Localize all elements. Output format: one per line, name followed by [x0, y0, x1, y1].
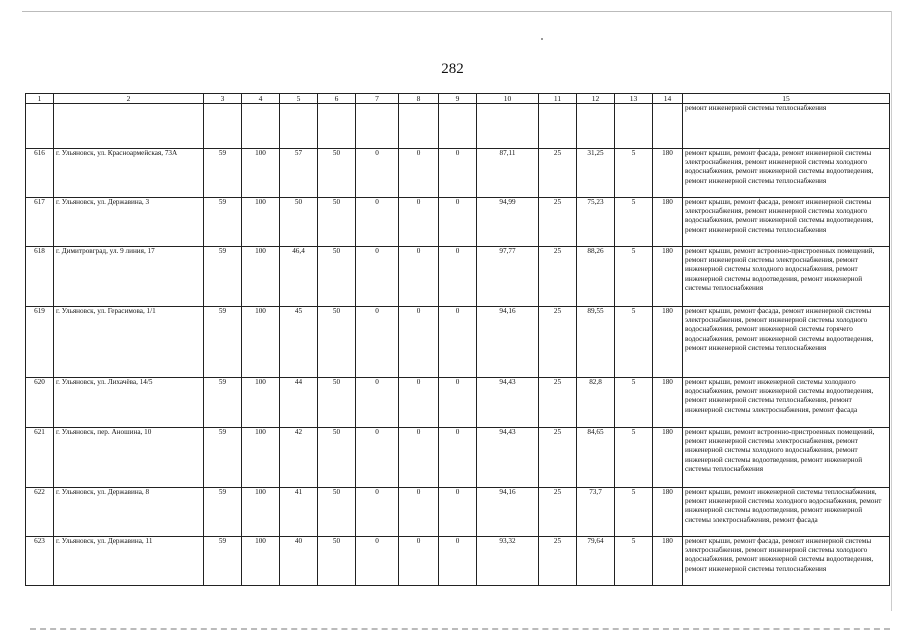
value-cell-c9: 0	[439, 247, 477, 307]
address-cell: г. Ульяновск, ул. Герасимова, 1/1	[54, 307, 204, 378]
value-cell-c13: 5	[615, 537, 653, 586]
value-cell-c7: 0	[356, 488, 399, 537]
value-cell-c8: 0	[399, 307, 439, 378]
value-cell-c4: 100	[242, 428, 280, 488]
value-cell-c6: 50	[318, 428, 356, 488]
continuation-row	[26, 104, 890, 149]
value-cell-c5: 42	[280, 428, 318, 488]
value-cell-c9: 0	[439, 307, 477, 378]
value-cell-c14: 180	[653, 428, 683, 488]
col-header-10: 10	[477, 94, 539, 104]
value-cell-c9: 0	[439, 149, 477, 198]
page-top-edge	[22, 11, 892, 12]
scan-speck	[541, 38, 543, 40]
value-cell-c5: 46,4	[280, 247, 318, 307]
value-cell-c13: 5	[615, 378, 653, 428]
col-header-11: 11	[539, 94, 577, 104]
col-header-4: 4	[242, 94, 280, 104]
value-cell-c12: 82,8	[577, 378, 615, 428]
cell-empty	[439, 104, 477, 149]
cell-empty	[399, 104, 439, 149]
works-cell: ремонт крыши, ремонт фасада, ремонт инженерной системы электроснабжения, ремонт инженерной системы холодного водоснабжения, ремонт инженерной системы водоотведения, ремонт инженерной системы теплоснабжения	[683, 198, 890, 247]
row-number-cell: 616	[26, 149, 54, 198]
value-cell-c10: 94,99	[477, 198, 539, 247]
value-cell-c7: 0	[356, 378, 399, 428]
value-cell-c11: 25	[539, 488, 577, 537]
value-cell-c5: 40	[280, 537, 318, 586]
value-cell-c11: 25	[539, 378, 577, 428]
value-cell-c7: 0	[356, 149, 399, 198]
value-cell-c10: 97,77	[477, 247, 539, 307]
works-cell: ремонт крыши, ремонт фасада, ремонт инженерной системы электроснабжения, ремонт инженерной системы холодного водоснабжения, ремонт инженерной системы водоотведения, ремонт инженерной системы теплоснабжения	[683, 149, 890, 198]
value-cell-c14: 180	[653, 247, 683, 307]
cell-empty	[356, 104, 399, 149]
value-cell-c3: 59	[204, 307, 242, 378]
value-cell-c13: 5	[615, 488, 653, 537]
col-header-3: 3	[204, 94, 242, 104]
value-cell-c4: 100	[242, 307, 280, 378]
value-cell-c6: 50	[318, 488, 356, 537]
value-cell-c11: 25	[539, 198, 577, 247]
value-cell-c10: 94,16	[477, 488, 539, 537]
table-row	[26, 488, 890, 537]
works-cell: ремонт крыши, ремонт инженерной системы холодного водоснабжения, ремонт инженерной системы водоотведения, ремонт инженерной системы теплоснабжения, ремонт инженерной системы электроснабжения, ремонт фасада	[683, 378, 890, 428]
col-header-9: 9	[439, 94, 477, 104]
page-bottom-edge	[30, 628, 890, 630]
value-cell-c14: 180	[653, 198, 683, 247]
value-cell-c8: 0	[399, 537, 439, 586]
value-cell-c10: 94,43	[477, 428, 539, 488]
value-cell-c12: 31,25	[577, 149, 615, 198]
value-cell-c11: 25	[539, 537, 577, 586]
value-cell-c6: 50	[318, 247, 356, 307]
value-cell-c13: 5	[615, 198, 653, 247]
value-cell-c5: 45	[280, 307, 318, 378]
value-cell-c7: 0	[356, 247, 399, 307]
address-cell: г. Ульяновск, ул. Державина, 8	[54, 488, 204, 537]
capital-repair-table	[25, 93, 890, 586]
value-cell-c3: 59	[204, 198, 242, 247]
cell-empty	[242, 104, 280, 149]
value-cell-c11: 25	[539, 307, 577, 378]
value-cell-c8: 0	[399, 247, 439, 307]
address-cell: г. Димитровград, ул. 9 линия, 17	[54, 247, 204, 307]
value-cell-c8: 0	[399, 378, 439, 428]
value-cell-c6: 50	[318, 537, 356, 586]
table-row	[26, 198, 890, 247]
value-cell-c5: 44	[280, 378, 318, 428]
value-cell-c8: 0	[399, 149, 439, 198]
cell-empty	[615, 104, 653, 149]
table-row	[26, 537, 890, 586]
cell-empty	[54, 104, 204, 149]
value-cell-c10: 87,11	[477, 149, 539, 198]
value-cell-c3: 59	[204, 488, 242, 537]
works-cell: ремонт крыши, ремонт встроенно-пристроенных помещений, ремонт инженерной системы электроснабжения, ремонт инженерной системы холодного водоснабжения, ремонт инженерной системы водоотведения, ремонт инженерной системы теплоснабжения	[683, 428, 890, 488]
works-cell: ремонт крыши, ремонт инженерной системы теплоснабжения, ремонт инженерной системы холодного водоснабжения, ремонт инженерной системы водоотведения, ремонт инженерной системы электроснабжения, ремонт фасада	[683, 488, 890, 537]
value-cell-c9: 0	[439, 537, 477, 586]
value-cell-c5: 57	[280, 149, 318, 198]
value-cell-c11: 25	[539, 149, 577, 198]
value-cell-c12: 88,26	[577, 247, 615, 307]
row-number-cell: 621	[26, 428, 54, 488]
value-cell-c10: 93,32	[477, 537, 539, 586]
cell-empty	[477, 104, 539, 149]
value-cell-c3: 59	[204, 428, 242, 488]
value-cell-c11: 25	[539, 428, 577, 488]
value-cell-c4: 100	[242, 488, 280, 537]
row-number-cell: 622	[26, 488, 54, 537]
value-cell-c10: 94,16	[477, 307, 539, 378]
table-row	[26, 378, 890, 428]
value-cell-c14: 180	[653, 537, 683, 586]
value-cell-c6: 50	[318, 307, 356, 378]
table-row	[26, 247, 890, 307]
cell-empty	[539, 104, 577, 149]
cell-empty	[653, 104, 683, 149]
col-header-12: 12	[577, 94, 615, 104]
address-cell: г. Ульяновск, ул. Красноармейская, 73А	[54, 149, 204, 198]
value-cell-c8: 0	[399, 198, 439, 247]
column-number-row	[26, 94, 890, 104]
cell-empty	[318, 104, 356, 149]
value-cell-c4: 100	[242, 149, 280, 198]
value-cell-c9: 0	[439, 378, 477, 428]
works-cell: ремонт крыши, ремонт фасада, ремонт инженерной системы электроснабжения, ремонт инженерной системы холодного водоснабжения, ремонт инженерной системы водоотведения, ремонт инженерной системы теплоснабжения	[683, 537, 890, 586]
value-cell-c3: 59	[204, 149, 242, 198]
value-cell-c12: 73,7	[577, 488, 615, 537]
cell-empty	[26, 104, 54, 149]
address-cell: г. Ульяновск, ул. Державина, 3	[54, 198, 204, 247]
value-cell-c3: 59	[204, 247, 242, 307]
address-cell: г. Ульяновск, ул. Державина, 11	[54, 537, 204, 586]
table-row	[26, 307, 890, 378]
value-cell-c5: 50	[280, 198, 318, 247]
value-cell-c6: 50	[318, 198, 356, 247]
row-number-cell: 618	[26, 247, 54, 307]
works-cell: ремонт крыши, ремонт фасада, ремонт инженерной системы электроснабжения, ремонт инженерной системы холодного водоснабжения, ремонт инженерной системы горячего водоснабжения, ремонт инженерной системы водоотведения, ремонт инженерной системы теплоснабжения	[683, 307, 890, 378]
cell-empty	[577, 104, 615, 149]
value-cell-c5: 41	[280, 488, 318, 537]
value-cell-c8: 0	[399, 428, 439, 488]
table-body	[26, 94, 890, 586]
value-cell-c3: 59	[204, 537, 242, 586]
value-cell-c12: 75,23	[577, 198, 615, 247]
continuation-works-cell: ремонт инженерной системы теплоснабжения	[683, 104, 890, 149]
value-cell-c3: 59	[204, 378, 242, 428]
value-cell-c6: 50	[318, 149, 356, 198]
value-cell-c8: 0	[399, 488, 439, 537]
col-header-13: 13	[615, 94, 653, 104]
col-header-5: 5	[280, 94, 318, 104]
row-number-cell: 620	[26, 378, 54, 428]
page-right-edge	[891, 11, 892, 611]
value-cell-c13: 5	[615, 307, 653, 378]
address-cell: г. Ульяновск, ул. Лихачёва, 14/5	[54, 378, 204, 428]
value-cell-c7: 0	[356, 537, 399, 586]
value-cell-c6: 50	[318, 378, 356, 428]
value-cell-c7: 0	[356, 428, 399, 488]
col-header-14: 14	[653, 94, 683, 104]
value-cell-c12: 84,65	[577, 428, 615, 488]
row-number-cell: 617	[26, 198, 54, 247]
value-cell-c4: 100	[242, 247, 280, 307]
value-cell-c9: 0	[439, 198, 477, 247]
value-cell-c4: 100	[242, 198, 280, 247]
value-cell-c4: 100	[242, 537, 280, 586]
col-header-1: 1	[26, 94, 54, 104]
table-row	[26, 149, 890, 198]
value-cell-c14: 180	[653, 488, 683, 537]
col-header-2: 2	[54, 94, 204, 104]
col-header-7: 7	[356, 94, 399, 104]
value-cell-c10: 94,43	[477, 378, 539, 428]
row-number-cell: 619	[26, 307, 54, 378]
col-header-6: 6	[318, 94, 356, 104]
works-cell: ремонт крыши, ремонт встроенно-пристроенных помещений, ремонт инженерной системы электроснабжения, ремонт инженерной системы холодного водоснабжения, ремонт инженерной системы водоотведения, ремонт инженерной системы теплоснабжения	[683, 247, 890, 307]
value-cell-c12: 89,55	[577, 307, 615, 378]
value-cell-c9: 0	[439, 428, 477, 488]
value-cell-c12: 79,64	[577, 537, 615, 586]
row-number-cell: 623	[26, 537, 54, 586]
value-cell-c14: 180	[653, 307, 683, 378]
col-header-15: 15	[683, 94, 890, 104]
cell-empty	[204, 104, 242, 149]
value-cell-c13: 5	[615, 428, 653, 488]
value-cell-c4: 100	[242, 378, 280, 428]
value-cell-c13: 5	[615, 247, 653, 307]
value-cell-c11: 25	[539, 247, 577, 307]
value-cell-c7: 0	[356, 307, 399, 378]
page-number: 282	[441, 61, 464, 77]
col-header-8: 8	[399, 94, 439, 104]
value-cell-c14: 180	[653, 149, 683, 198]
value-cell-c7: 0	[356, 198, 399, 247]
cell-empty	[280, 104, 318, 149]
table-row	[26, 428, 890, 488]
value-cell-c13: 5	[615, 149, 653, 198]
value-cell-c14: 180	[653, 378, 683, 428]
address-cell: г. Ульяновск, пер. Аношина, 10	[54, 428, 204, 488]
value-cell-c9: 0	[439, 488, 477, 537]
